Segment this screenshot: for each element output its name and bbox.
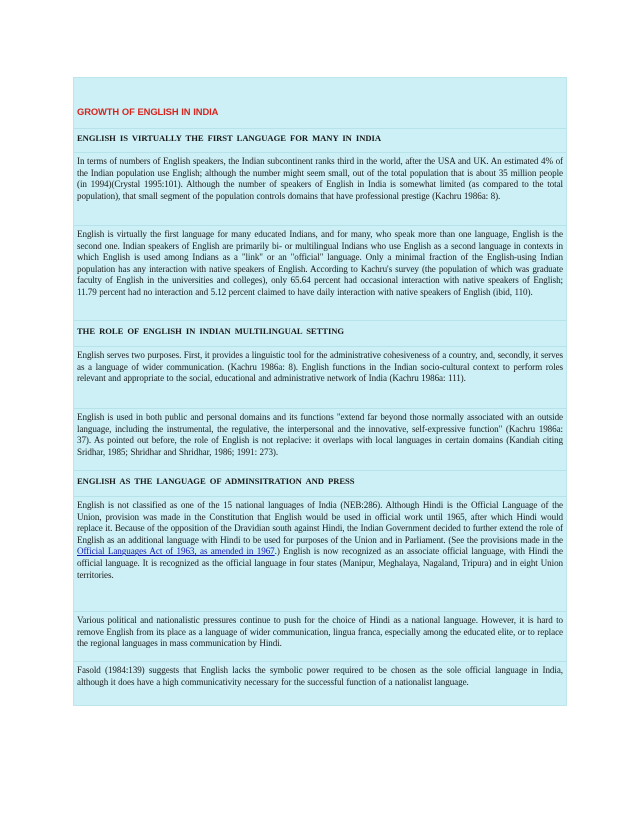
paragraph-row [74,611,566,662]
paragraph-two-purposes: English serves two purposes. First, it provides a linguistic tool for the administrative cohesiveness of a country, and, secondly, it serves as a language of wider communication. (Kachru 1986a: 8). English functions in the Indian socio-cultural context to perform roles relevant and appropriate to the social, educational and administrative network of India (Kachru 1986a: 111). [77,350,563,384]
paragraph-domains: English is used in both public and personal domains and its functions "extend far beyond those normally associated with an outside language, including the instrumental, the regulative, the interpersonal and the innovative, self-expressive function" (Kachru 1986a: 37). As pointed out before, the role of English is not replacive: it overlaps with local languages in certain domains (Kandiah citing Sridhar, 1985; Shridhar and Shridhar, 1986; 1991: 273). [77,412,563,457]
heading-row [74,320,566,347]
paragraph-row [74,661,566,707]
paragraph-row [74,496,566,612]
official-languages-act-link[interactable]: Official Languages Act of 1963, as amended in 1967 [77,546,275,557]
paragraph-row [74,408,566,471]
section-heading-first-language: ENGLISH IS VIRTUALLY THE FIRST LANGUAGE FOR MANY IN INDIA [77,133,381,143]
paragraph-fasold: Fasold (1984:139) suggests that English lacks the symbolic power required to be chosen as the sole official language in India, although it does have a high communicativity necessary for the successful function of a nationalist language. [77,665,563,687]
heading-row [74,470,566,497]
paragraph-row [74,346,566,409]
paragraph-row [74,152,566,226]
paragraph-row [74,225,566,321]
paragraph-speakers: In terms of numbers of English speakers, the Indian subcontinent ranks third in the world, after the USA and UK. An estimated 4% of the Indian population use English; although the number might seem small, out of the total population that is about 35 million people (in 1994)(Crystal 1995:101). Although the number of speakers of English in India is somewhat limited (as compared to the total population), that small segment of the population controls domains that have professional prestige (Kachru 1986a: 8). [77,156,563,201]
document-table [73,77,567,706]
section-heading-administration: ENGLISH AS THE LANGUAGE OF ADMINSITRATION AND PRESS [77,476,355,486]
section-heading-role: THE ROLE OF ENGLISH IN INDIAN MULTILINGUAL SETTING [77,326,345,336]
title-row [74,78,566,129]
paragraph-text: English is not classified as one of the 15 national languages of India (NEB:286). Although Hindi is the Official Language of the Union, provision was made in the Constitution that English would be used in official work until 1965, after which Hindi would replace it. Because of the opposition of the Dravidian south against Hindi, the Indian Government decided to further extend the role of English as an additional language with Hindi to be used for purposes of the Union and in Parliament. (See the provisions made in the [77,500,563,545]
paragraph-text: .) English is now recognized as an associate official language, with Hindi the official language. It is recognized as the official language in four states (Manipur, Meghalaya, Nagaland, Tripura) and in eight Union territories. [77,546,563,580]
paragraph-first-language: English is virtually the first language for many educated Indians, and for many, who speak more than one language, English is the second one. Indian speakers of English are primarily bi- or multilingual Indians who use English as a second language in contexts in which English is used among Indians as a "link" or an "official" language. Only a minimal fraction of the English-using Indian population has any interaction with native speakers of English. According to Kachru's survey (the population of which was graduate faculty of English in the universities and colleges), only 65.64 percent had occasional interaction with native speakers of English; 11.79 percent had no interaction and 5.12 percent claimed to have daily interaction with native speakers of English (ibid, 110). [77,229,563,297]
document-title: GROWTH OF ENGLISH IN INDIA [77,106,219,117]
paragraph-political-pressures: Various political and nationalistic pressures continue to push for the choice of Hindi as a national language. However, it is hard to remove English from its place as a language of wider communication, lingua franca, especially among the educated elite, or to replace the regional languages in mass communication by Hindi. [77,615,563,649]
paragraph-official-language [77,500,563,581]
heading-row [74,128,566,153]
